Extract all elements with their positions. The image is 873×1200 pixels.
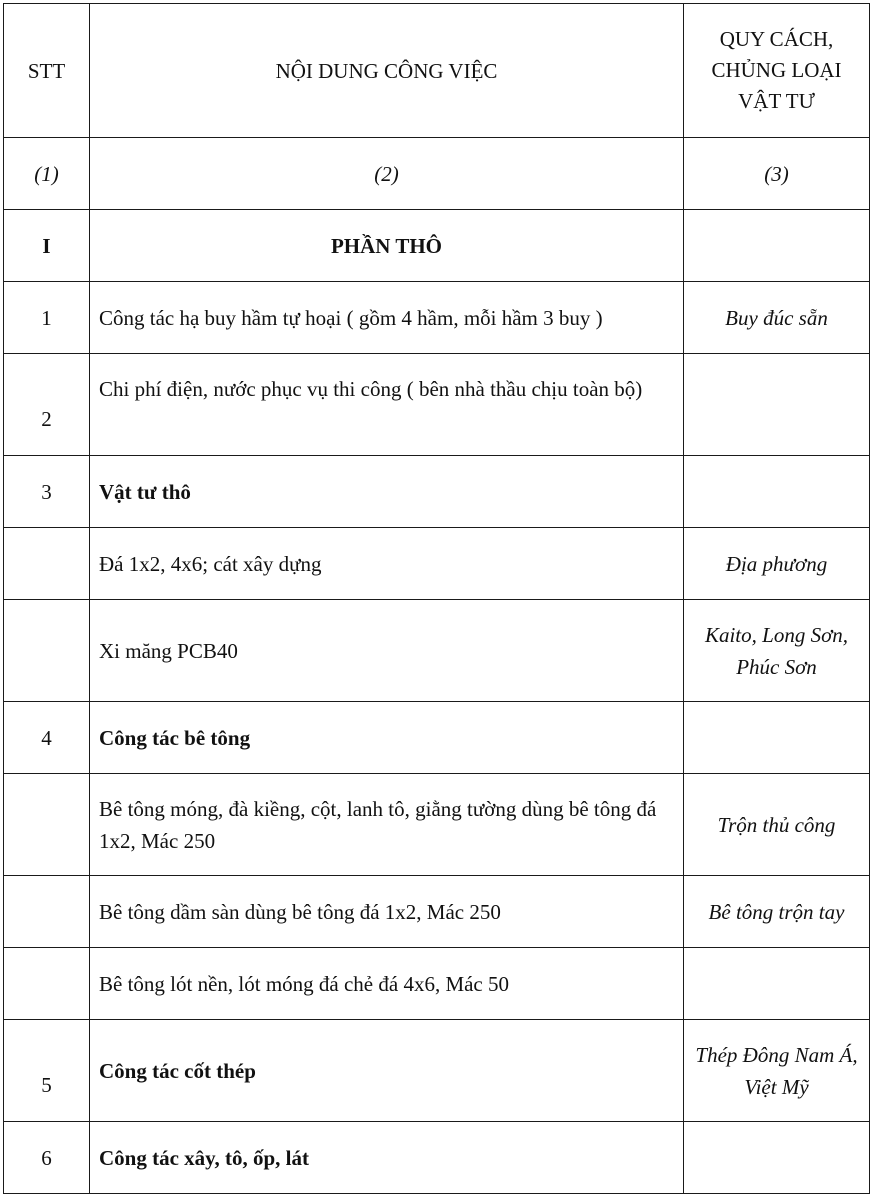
row-stt — [4, 948, 90, 1020]
column-number-2: (2) — [90, 138, 684, 210]
row-spec — [684, 1122, 870, 1194]
row-stt: 3 — [4, 456, 90, 528]
header-spec-line-3: VẬT TƯ — [738, 89, 815, 113]
row-spec — [684, 702, 870, 774]
table-row — [4, 702, 870, 774]
row-spec — [684, 210, 870, 282]
table-row — [4, 774, 870, 876]
row-content: Chi phí điện, nước phục vụ thi công ( bên nhà thầu chịu toàn bộ) — [90, 354, 684, 456]
row-stt — [4, 528, 90, 600]
table-row — [4, 528, 870, 600]
table-header-row — [4, 4, 870, 138]
table-row — [4, 354, 870, 456]
row-content: Công tác bê tông — [90, 702, 684, 774]
row-spec: Kaito, Long Sơn, Phúc Sơn — [684, 600, 870, 702]
row-stt — [4, 774, 90, 876]
table-row — [4, 282, 870, 354]
row-stt: 2 — [4, 354, 90, 456]
column-number-row — [4, 138, 870, 210]
section-title: PHẦN THÔ — [90, 210, 684, 282]
row-stt: 4 — [4, 702, 90, 774]
row-content: Bê tông lót nền, lót móng đá chẻ đá 4x6, Mác 50 — [90, 948, 684, 1020]
table-row — [4, 948, 870, 1020]
row-spec: Buy đúc sẵn — [684, 282, 870, 354]
row-content: Công tác cốt thép — [90, 1020, 684, 1122]
row-content: Vật tư thô — [90, 456, 684, 528]
row-content: Đá 1x2, 4x6; cát xây dựng — [90, 528, 684, 600]
row-content: Công tác xây, tô, ốp, lát — [90, 1122, 684, 1194]
work-specification-table — [3, 3, 870, 1194]
table-row — [4, 456, 870, 528]
column-number-1: (1) — [4, 138, 90, 210]
row-spec — [684, 456, 870, 528]
row-content: Bê tông móng, đà kiềng, cột, lanh tô, giằng tường dùng bê tông đá 1x2, Mác 250 — [90, 774, 684, 876]
row-spec: Địa phương — [684, 528, 870, 600]
row-stt — [4, 600, 90, 702]
row-content: Xi măng PCB40 — [90, 600, 684, 702]
row-stt: 6 — [4, 1122, 90, 1194]
row-spec: Trộn thủ công — [684, 774, 870, 876]
row-spec: Bê tông trộn tay — [684, 876, 870, 948]
header-stt: STT — [4, 4, 90, 138]
row-content: Bê tông dầm sàn dùng bê tông đá 1x2, Mác 250 — [90, 876, 684, 948]
row-spec: Thép Đông Nam Á, Việt Mỹ — [684, 1020, 870, 1122]
table-row — [4, 876, 870, 948]
table-row — [4, 600, 870, 702]
row-spec — [684, 948, 870, 1020]
header-spec-line-1: QUY CÁCH, — [719, 27, 834, 51]
row-content: Công tác hạ buy hầm tự hoại ( gồm 4 hầm, mỗi hầm 3 buy ) — [90, 282, 684, 354]
table-row — [4, 210, 870, 282]
row-stt: 5 — [4, 1020, 90, 1122]
table-row — [4, 1122, 870, 1194]
header-content: NỘI DUNG CÔNG VIỆC — [90, 4, 684, 138]
row-stt — [4, 876, 90, 948]
row-spec — [684, 354, 870, 456]
table-row — [4, 1020, 870, 1122]
column-number-3: (3) — [684, 138, 870, 210]
header-spec — [684, 4, 870, 138]
row-stt: 1 — [4, 282, 90, 354]
header-spec-line-2: CHỦNG LOẠI — [711, 58, 842, 82]
row-stt: I — [4, 210, 90, 282]
